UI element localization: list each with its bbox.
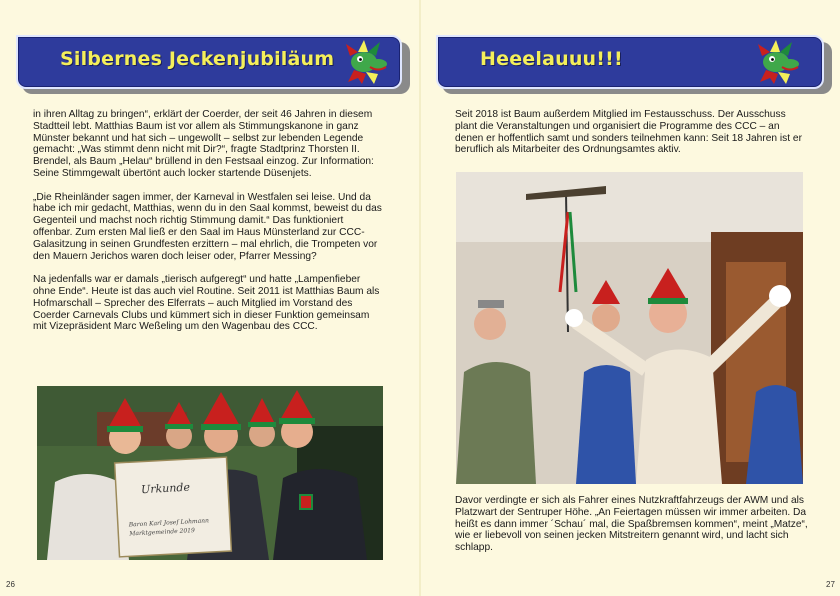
page-number: 27 <box>826 580 835 589</box>
right-header-title: Heeelauuu!!! <box>480 48 623 70</box>
right-article-text-bottom <box>455 495 815 566</box>
paragraph: Davor verdingte er sich als Fahrer eines Nutzkraftfahrzeugs der AWM und als Platzwart der Sentruper Höhe. „An Feiertagen müssen wir immer arbeiten. Da heißt es dann immer ´Schau´ mal, die Spaßbremsen kommen“, meint „Matze“, wie er liebevoll von seinen jecken Mitstreitern genannt wird, und lacht sich schlapp. <box>455 495 808 554</box>
left-article-text <box>33 109 383 345</box>
left-header-title: Silbernes Jeckenjubiläum <box>60 48 335 70</box>
jester-mascot-icon <box>340 40 394 86</box>
jester-mascot-icon <box>752 40 806 86</box>
page-number: 26 <box>6 580 15 589</box>
paragraph: „Die Rheinländer sagen immer, der Karneval in Westfalen sei leise. Und da habe ich mir gedacht, Matthias, wenn du in den Saal kommst, beweist du das Gegenteil und machst noch richtig Stimmung damit.“ Das funktioniert offenbar. Zum ersten Mal ließ er den Saal im Haus Münsterland zur CCC-Galasitzung in seinen Grundfesten erzittern – mal ehrlich, die Trompeten vor den Mauern Jerichos waren doch leiser oder, Pfarrer Messing? <box>33 191 382 262</box>
celebration-photo <box>456 172 803 484</box>
paragraph: Seit 2018 ist Baum außerdem Mitglied im Festausschuss. Der Ausschuss plant die Veranstaltungen und organisiert die Programme des CCC – an denen er hoffentlich samt und sonders teilnehmen kann: Seit 18 Jahren ist er beruflich als Mitarbeiter des Ordnungsamtes aktiv. <box>455 109 802 156</box>
group-photo-certificate <box>37 386 383 560</box>
paragraph: in ihren Alltag zu bringen“, erklärt der Coerder, der seit 46 Jahren in diesem Stadtteil lebt. Matthias Baum ist vor allem als Stimmungskanone in ganz Münster bekannt und hat sich – ungewollt – selbst zur lebenden Legende gemacht: „Was stimmt denn nicht mit Dir?“, fragte Stadtprinz Thorsten II. Brendel, als Baum „Helau“ brüllend in den Festsaal einzog. Zur Information: Seine Stimmgewalt übertönt auch locker startende Düsenjets. <box>33 109 374 179</box>
certificate-text: Baron Karl Josef Lohmann Marktgemeinde 2019 <box>128 517 210 538</box>
paragraph: Na jedenfalls war er damals „tierisch aufgeregt“ und hatte „Lampenfieber ohne Ende“. Heute ist das auch viel Routine. Seit 2011 ist Matthias Baum als Hofmarschall – Sprecher des Elferrats – auch Mitglied im Vorstand des Coerder Carnevals Clubs und kümmert sich in dieser Funktion gemeinsam mit Vizepräsident Marc Weßeling um den Wagenbau des CCC. <box>33 274 380 333</box>
right-header-banner <box>436 35 824 89</box>
right-page <box>420 0 840 596</box>
right-article-text-top <box>455 109 810 168</box>
left-header-banner <box>16 35 402 89</box>
certificate-title: Urkunde <box>140 480 191 497</box>
